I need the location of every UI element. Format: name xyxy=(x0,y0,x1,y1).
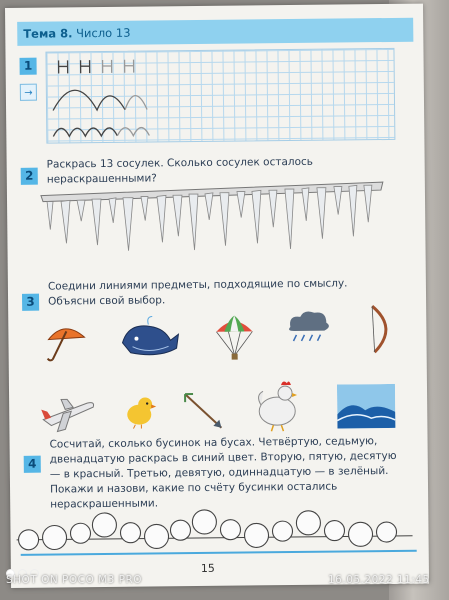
topic-header xyxy=(17,18,413,46)
task-1-arrow-icon: → xyxy=(20,84,37,101)
letter-n-samples xyxy=(59,60,134,74)
task-4-number: 4 xyxy=(24,456,41,473)
arrow-icon xyxy=(181,390,229,435)
task-3-text: Соедини линиями предметы, подходящие по смыслу. Объясни свой выбор. xyxy=(47,277,348,308)
arc-samples xyxy=(53,90,147,111)
writing-grid xyxy=(45,48,395,144)
handwriting-sample xyxy=(46,49,394,143)
umbrella-icon xyxy=(44,319,88,363)
topic-label: Тема 8. xyxy=(23,26,73,41)
whale-icon xyxy=(118,314,180,359)
task-3-number: 3 xyxy=(22,294,39,311)
airplane-icon xyxy=(39,391,97,436)
bow-icon xyxy=(364,302,397,356)
camera-watermark: SHOT ON POCO M3 PRO xyxy=(6,574,143,586)
parachute-icon xyxy=(212,311,257,363)
task-4-text: Сосчитай, сколько бусинок на бусах. Четвёртую, седьмую, двенадцатую раскрась в синий цвет. Вторую, пятую, десятую — в красный. Третью, девятую, одиннадцатую — в зелёный. Покажи и назови, какие по счёту бусинки остались нераскрашенными. xyxy=(49,435,397,511)
bead-circles xyxy=(18,508,396,550)
task-1-number: 1 xyxy=(20,58,37,75)
topic-title: Число 13 xyxy=(76,25,131,41)
hen-icon xyxy=(253,377,304,434)
page-number: 15 xyxy=(200,561,215,575)
task-2-number: 2 xyxy=(21,168,38,185)
workbook-page xyxy=(5,4,429,588)
rain-cloud-icon xyxy=(284,307,334,344)
task-2-text: Раскрась 13 сосулек. Сколько сосулек осталось нераскрашенными? xyxy=(46,155,314,186)
datetime-watermark: 16.05.2022 11:45 xyxy=(328,574,430,586)
icicles-picture xyxy=(37,176,388,260)
chick-icon xyxy=(121,392,157,428)
sea-wave-icon xyxy=(337,384,395,429)
small-arc-samples xyxy=(53,127,149,136)
